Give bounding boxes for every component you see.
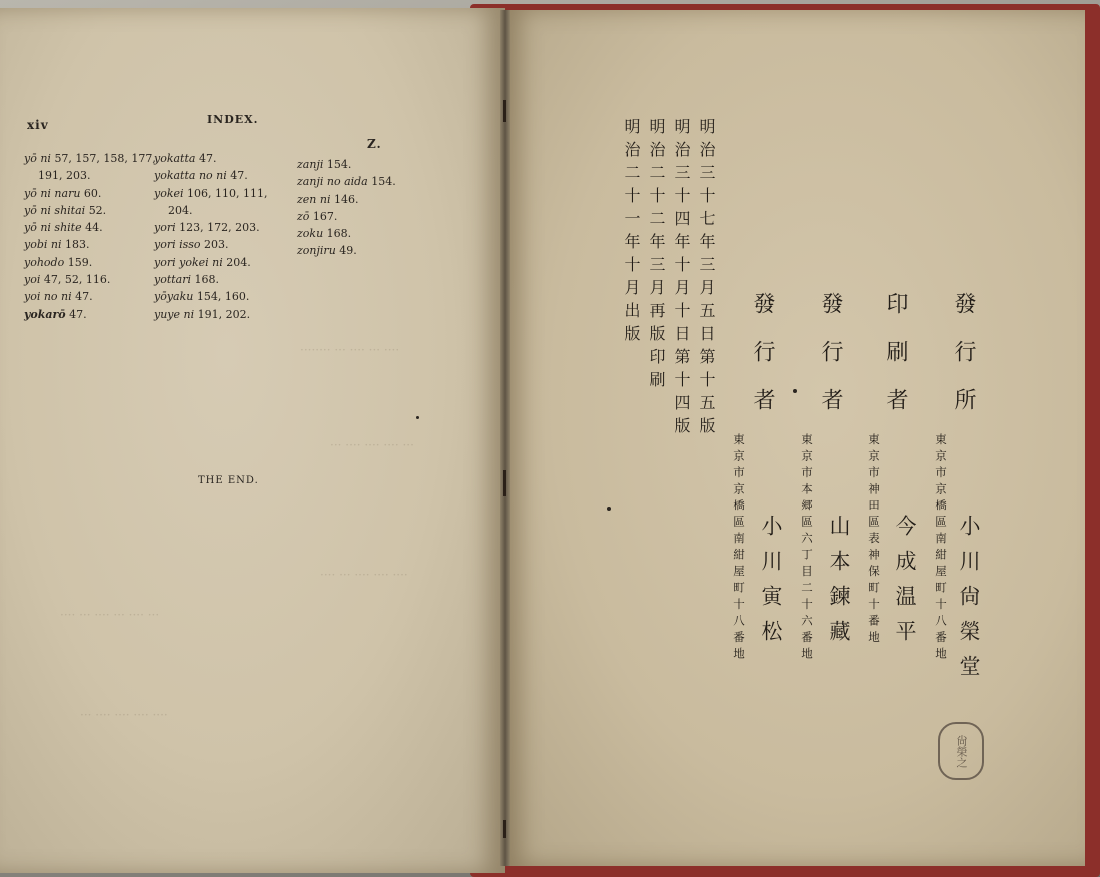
issuer-name: 山本鍊藏 — [827, 515, 851, 655]
edition-date-15th: 明治三十七年三月五日第十五版 — [697, 118, 716, 440]
index-entry: yobi ni 183. — [24, 238, 90, 252]
index-column-1 — [24, 150, 156, 323]
publisher-address: 東京市京橋區南紺屋町十八番地 — [934, 433, 948, 664]
edition-date-first: 明治二十一年十月出版 — [622, 118, 641, 348]
index-entry: yō ni shite 44. — [24, 221, 103, 235]
edition-date-14th: 明治三十四年十月十日第十四版 — [672, 118, 691, 440]
index-entry: zonjiru 49. — [297, 244, 357, 258]
index-entry: yohodo 159. — [24, 255, 93, 269]
printer-address: 東京市神田區表神保町十番地 — [867, 433, 881, 648]
index-entry: yō ni shitai 52. — [24, 203, 107, 217]
index-entry: zanji 154. — [297, 158, 352, 171]
right-page — [505, 10, 1085, 866]
show-through-text: ··· ···· ···· ···· ··· — [330, 438, 414, 452]
index-entry: yokei 106, 110, 111, — [154, 186, 268, 200]
index-entry: yuye ni 191, 202. — [154, 307, 251, 321]
section-letter: Z. — [367, 137, 382, 151]
index-entry: yokatta 47. — [154, 152, 217, 165]
binding-stitch — [503, 100, 506, 122]
index-entry-continuation: 204. — [168, 203, 193, 217]
index-column-3 — [297, 156, 396, 260]
issuer-address: 東京市京橋區南紺屋町十八番地 — [732, 433, 746, 664]
publisher-label: 發行所 — [951, 292, 976, 436]
running-head: INDEX. — [207, 113, 259, 126]
index-entry: yoi 47, 52, 116. — [24, 273, 111, 287]
index-entry: yori 123, 172, 203. — [154, 221, 260, 235]
index-entry: yokarō 47. — [24, 307, 87, 321]
index-entry: yōyaku 154, 160. — [154, 290, 250, 304]
issuer-name: 小川寅松 — [759, 515, 783, 655]
index-entry-continuation: 191, 203. — [38, 169, 91, 183]
issuer-label: 發行者 — [750, 292, 775, 436]
printer-label: 印刷者 — [883, 292, 908, 436]
index-entry: zen ni 146. — [297, 192, 359, 206]
show-through-text: ··· ···· ···· ···· ···· — [80, 708, 168, 722]
index-entry: yō ni 57, 157, 158, 177, — [24, 152, 156, 165]
show-through-text: ········ ··· ···· ··· ···· — [300, 343, 400, 357]
publisher-name: 小川尙榮堂 — [957, 515, 981, 690]
binding-stitch — [503, 470, 506, 496]
index-entry: yokatta no ni 47. — [154, 169, 248, 183]
left-page — [0, 8, 505, 873]
end-text: THE END. — [198, 475, 259, 486]
ink-speck — [416, 416, 419, 419]
index-entry: yō ni naru 60. — [24, 186, 102, 200]
ink-dot — [793, 389, 797, 393]
issuer-address: 東京市本郷區六丁目二十六番地 — [800, 433, 814, 664]
book-gutter — [500, 10, 510, 866]
index-entry: zoku 168. — [297, 227, 352, 241]
index-entry: yoi no ni 47. — [24, 290, 93, 304]
index-entry: yori yokei ni 204. — [154, 255, 251, 269]
show-through-text: ···· ··· ···· ···· ···· — [320, 568, 408, 582]
publisher-seal: 尙榮之 — [938, 722, 984, 780]
page-number: xiv — [27, 118, 49, 132]
index-entry: yottari 168. — [154, 273, 220, 287]
issuer-label: 發行者 — [818, 292, 843, 436]
printer-name: 今成温平 — [893, 515, 917, 655]
ink-dot — [607, 507, 611, 511]
edition-date-reprint: 明治二十二年三月再版印刷 — [647, 118, 666, 394]
index-entry: zō 167. — [297, 209, 338, 223]
show-through-text: ···· ··· ···· ··· ···· ··· — [60, 608, 160, 622]
binding-stitch — [503, 820, 506, 838]
index-entry: yori isso 203. — [154, 238, 229, 252]
index-column-2 — [154, 150, 268, 323]
index-entry: zanji no aida 154. — [297, 175, 396, 189]
